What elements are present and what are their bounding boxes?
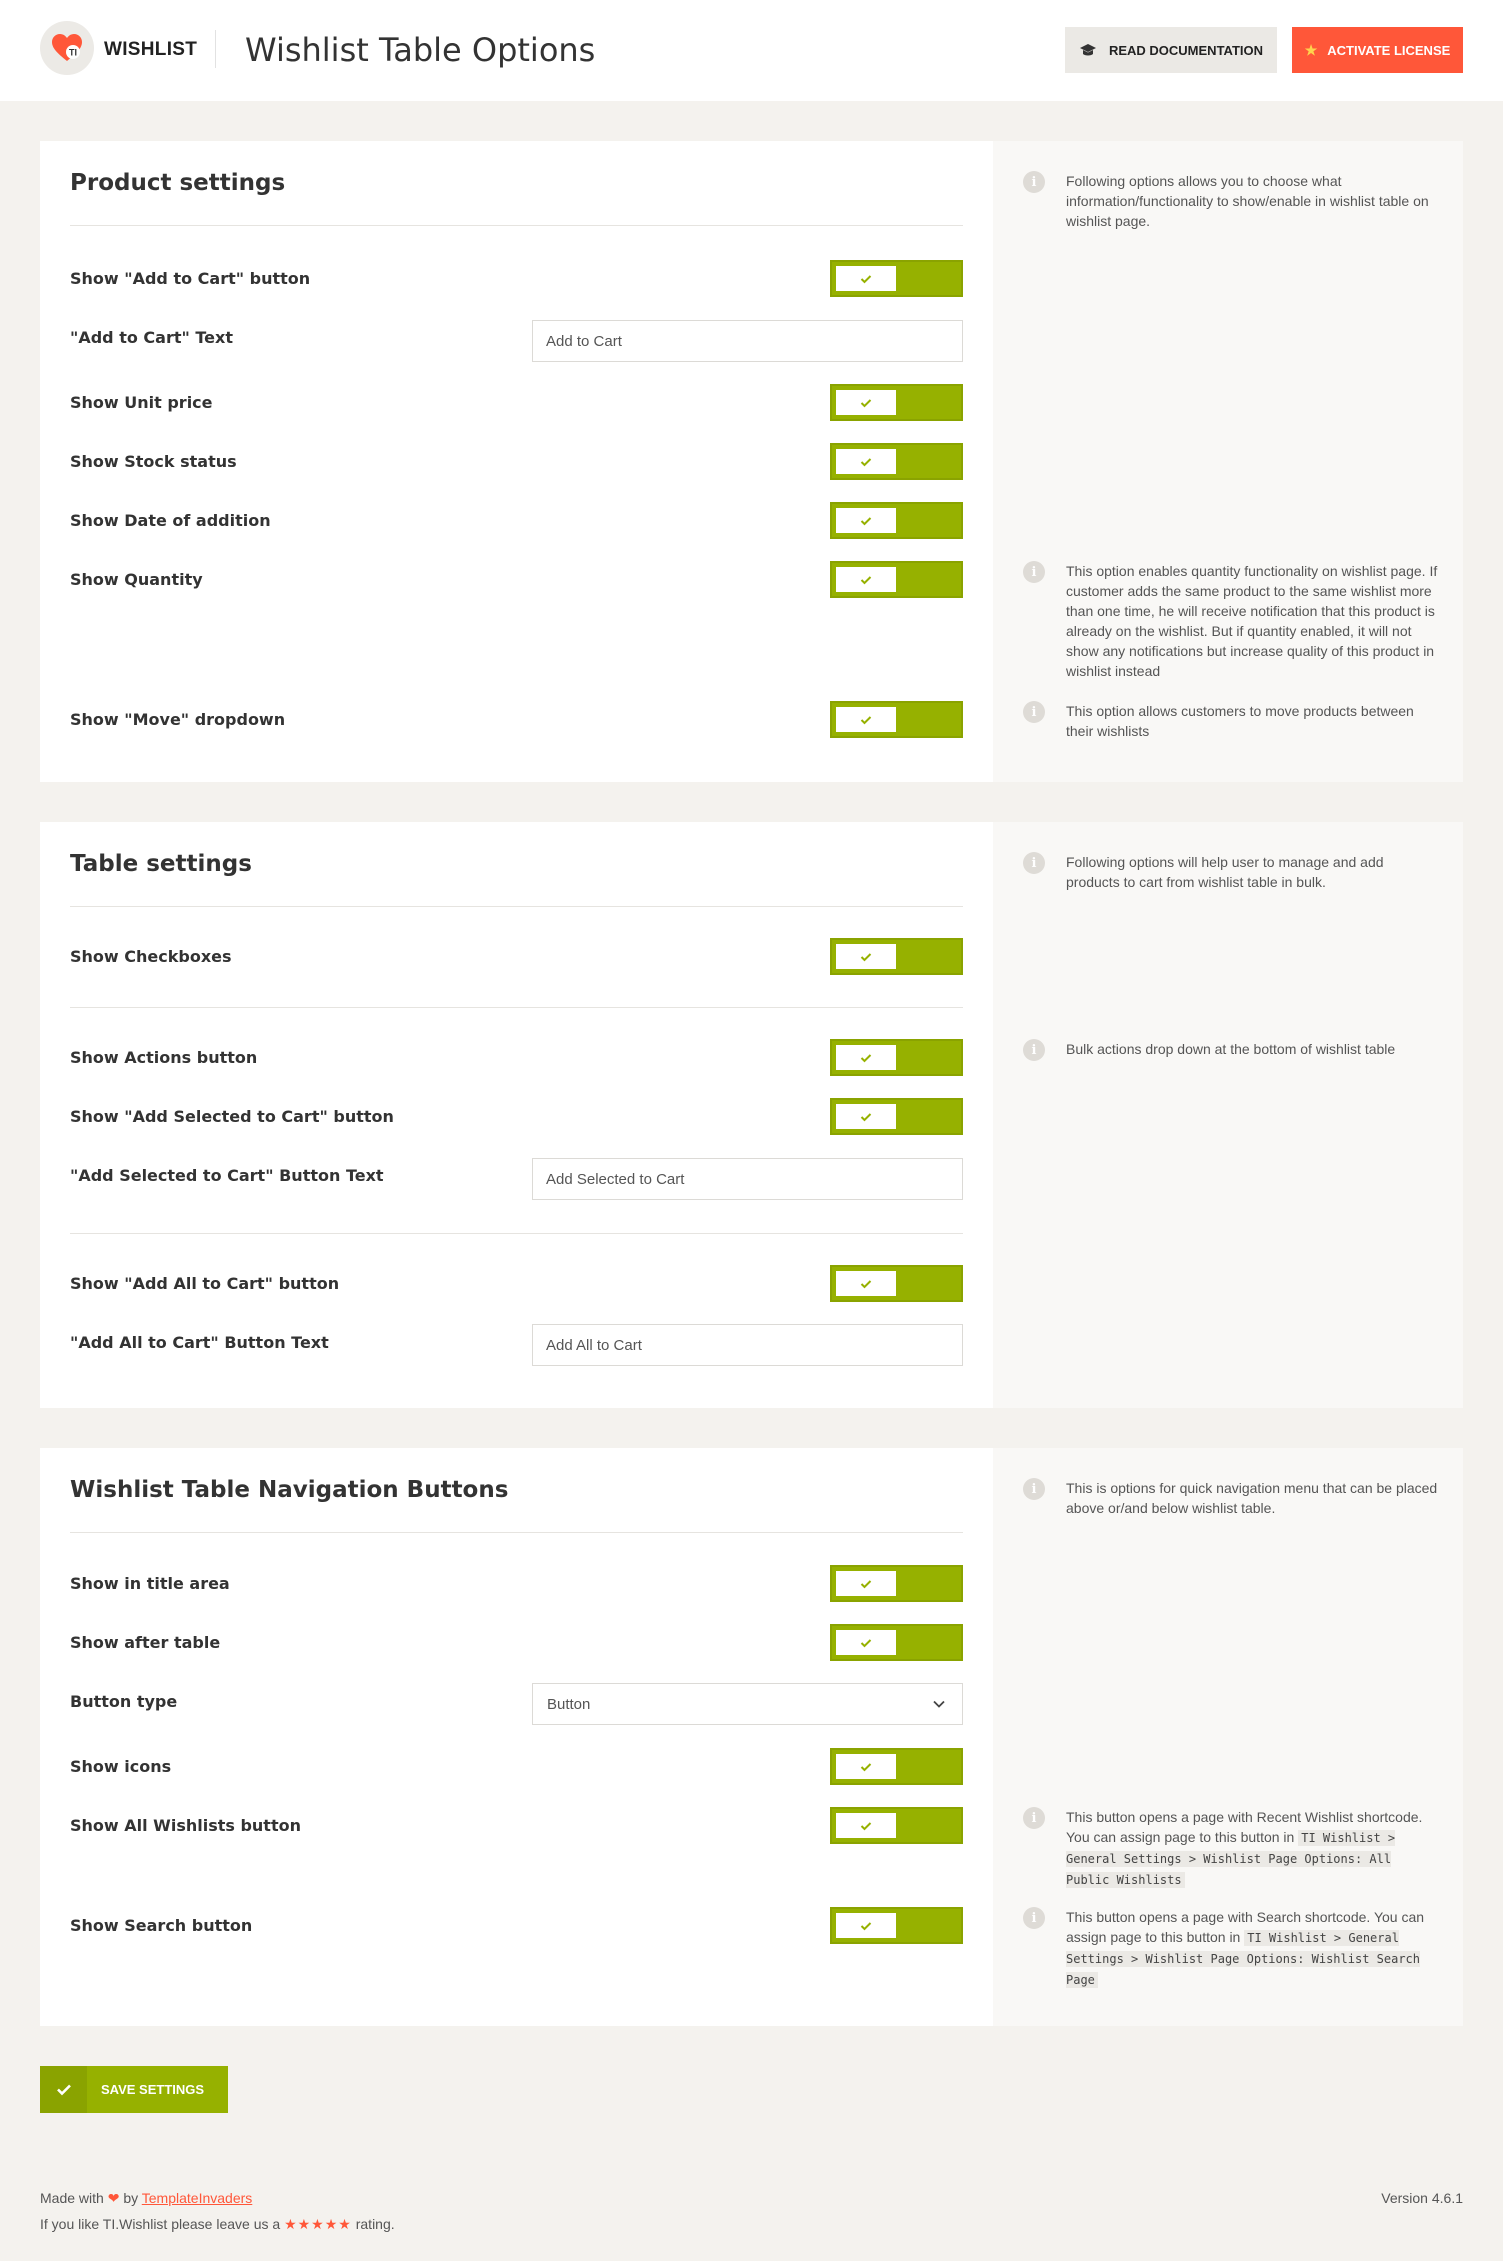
info-icon: i xyxy=(1023,561,1045,583)
graduation-cap-icon xyxy=(1079,43,1097,57)
note-text xyxy=(1066,1907,1441,1990)
show-after-table-label: Show after table xyxy=(70,1633,221,1652)
star-rating-link[interactable]: ★★★★★ xyxy=(284,2216,352,2232)
show-add-all-toggle[interactable] xyxy=(830,1265,963,1302)
show-actions-button-toggle[interactable] xyxy=(830,1039,963,1076)
note-body: This button opens a page with Recent Wishlist shortcode. You can assign page to this button in xyxy=(1066,1809,1423,1845)
show-in-title-area-label: Show in title area xyxy=(70,1574,230,1593)
table-settings-panel xyxy=(40,822,1463,1408)
check-icon xyxy=(836,390,896,415)
footer-rating xyxy=(40,2216,395,2233)
activate-license-button[interactable] xyxy=(1292,27,1463,73)
show-add-selected-toggle[interactable] xyxy=(830,1098,963,1135)
note-text: This is options for quick navigation menu that can be placed above or/and below wishlist table. xyxy=(1066,1480,1438,1516)
check-icon xyxy=(836,1571,896,1596)
add-to-cart-text-label: "Add to Cart" Text xyxy=(70,328,233,347)
section-divider xyxy=(70,1532,963,1533)
save-settings-button[interactable] xyxy=(40,2066,228,2113)
note-text: This option allows customers to move products between their wishlists xyxy=(1066,703,1414,739)
product-settings-title: Product settings xyxy=(70,170,286,196)
add-to-cart-text-input[interactable] xyxy=(532,320,963,362)
check-icon xyxy=(836,1630,896,1655)
rating-suffix: rating. xyxy=(355,2216,395,2232)
info-icon: i xyxy=(1023,1478,1045,1500)
show-search-button-label: Show Search button xyxy=(70,1916,253,1935)
section-divider xyxy=(70,225,963,226)
heart-icon: ❤ xyxy=(107,2190,120,2206)
footer-credits xyxy=(40,2190,252,2207)
chevron-down-icon xyxy=(932,1697,946,1711)
show-add-to-cart-toggle[interactable] xyxy=(830,260,963,297)
note-text xyxy=(1066,1807,1441,1890)
activate-license-label: ACTIVATE LICENSE xyxy=(1327,42,1451,58)
show-stock-status-label: Show Stock status xyxy=(70,452,237,471)
table-settings-title: Table settings xyxy=(70,851,252,877)
rating-prefix: If you like TI.Wishlist please leave us a xyxy=(40,2216,281,2232)
check-icon xyxy=(836,266,896,291)
note-text: Following options will help user to manage and add products to cart from wishlist table in bulk. xyxy=(1066,854,1384,890)
top-header xyxy=(0,0,1503,101)
info-icon: i xyxy=(1023,1907,1045,1929)
check-icon xyxy=(836,1813,896,1838)
version-text: Version 4.6.1 xyxy=(1381,2190,1463,2206)
note-text: This option enables quantity functionality on wishlist page. If customer adds the same product to the same wishlist more than one time, he will receive notification that this product is already on the wishlist. But if quantity enabled, it will not show any notifications but increase quality of this product in wishlist instead xyxy=(1066,563,1438,679)
add-selected-text-label: "Add Selected to Cart" Button Text xyxy=(70,1166,384,1185)
show-checkboxes-toggle[interactable] xyxy=(830,938,963,975)
section-divider xyxy=(70,906,963,907)
show-add-to-cart-label: Show "Add to Cart" button xyxy=(70,269,311,288)
check-icon xyxy=(836,944,896,969)
info-icon: i xyxy=(1023,1807,1045,1829)
check-icon xyxy=(836,1271,896,1296)
note-text: Bulk actions drop down at the bottom of wishlist table xyxy=(1066,1041,1396,1057)
info-icon: i xyxy=(1023,852,1045,874)
header-divider xyxy=(215,30,216,68)
check-icon xyxy=(836,1754,896,1779)
add-all-text-label: "Add All to Cart" Button Text xyxy=(70,1333,329,1352)
svg-text:TI: TI xyxy=(69,47,77,58)
product-settings-aside xyxy=(993,141,1463,782)
show-add-all-label: Show "Add All to Cart" button xyxy=(70,1274,340,1293)
templateinvaders-link[interactable]: TemplateInvaders xyxy=(141,2190,253,2206)
made-with-text: Made with xyxy=(40,2190,104,2206)
check-icon xyxy=(836,707,896,732)
check-icon xyxy=(836,1045,896,1070)
show-all-wishlists-label: Show All Wishlists button xyxy=(70,1816,301,1835)
info-icon: i xyxy=(1023,171,1045,193)
button-type-label: Button type xyxy=(70,1692,178,1711)
star-icon: ★ xyxy=(1304,41,1318,58)
by-text: by xyxy=(123,2190,139,2206)
show-move-dropdown-toggle[interactable] xyxy=(830,701,963,738)
wishlist-logo xyxy=(40,21,94,75)
show-date-of-addition-label: Show Date of addition xyxy=(70,511,271,530)
add-all-text-input[interactable] xyxy=(532,1324,963,1366)
settings-path-code: TI Wishlist > General Settings > Wishlist Page Options: Wishlist Search Page xyxy=(1066,1931,1421,1987)
show-quantity-label: Show Quantity xyxy=(70,570,203,589)
show-quantity-toggle[interactable] xyxy=(830,561,963,598)
show-add-selected-label: Show "Add Selected to Cart" button xyxy=(70,1107,394,1126)
show-actions-button-label: Show Actions button xyxy=(70,1048,258,1067)
note-body: This button opens a page with Search shortcode. You can assign page to this button in xyxy=(1066,1909,1425,1945)
show-after-table-toggle[interactable] xyxy=(830,1624,963,1661)
section-divider xyxy=(70,1007,963,1008)
show-icons-label: Show icons xyxy=(70,1757,172,1776)
check-icon xyxy=(836,449,896,474)
add-selected-text-input[interactable] xyxy=(532,1158,963,1200)
section-divider xyxy=(70,1233,963,1234)
check-icon xyxy=(836,1104,896,1129)
button-type-value: Button xyxy=(547,1695,591,1713)
show-move-dropdown-label: Show "Move" dropdown xyxy=(70,710,286,729)
show-search-button-toggle[interactable] xyxy=(830,1907,963,1944)
heart-logo-icon xyxy=(51,33,83,63)
settings-path-code: TI Wishlist > General Settings > Wishlist Page Options: All Public Wishlists xyxy=(1066,1831,1396,1887)
save-settings-label: SAVE SETTINGS xyxy=(101,2082,205,2097)
read-documentation-label: READ DOCUMENTATION xyxy=(1108,42,1264,58)
show-in-title-area-toggle[interactable] xyxy=(830,1565,963,1602)
brand-name: WISHLIST xyxy=(104,39,198,60)
page-title: Wishlist Table Options xyxy=(245,31,596,69)
check-icon xyxy=(836,1913,896,1938)
product-settings-panel xyxy=(40,141,1463,782)
navigation-buttons-panel xyxy=(40,1448,1463,2026)
info-icon: i xyxy=(1023,701,1045,723)
check-icon xyxy=(40,2066,87,2113)
navigation-buttons-title: Wishlist Table Navigation Buttons xyxy=(70,1477,509,1503)
show-unit-price-label: Show Unit price xyxy=(70,393,213,412)
show-icons-toggle[interactable] xyxy=(830,1748,963,1785)
show-stock-status-toggle[interactable] xyxy=(830,443,963,480)
show-checkboxes-label: Show Checkboxes xyxy=(70,947,232,966)
show-unit-price-toggle[interactable] xyxy=(830,384,963,421)
show-date-of-addition-toggle[interactable] xyxy=(830,502,963,539)
info-icon: i xyxy=(1023,1039,1045,1061)
check-icon xyxy=(836,567,896,592)
show-all-wishlists-toggle[interactable] xyxy=(830,1807,963,1844)
check-icon xyxy=(836,508,896,533)
read-documentation-button[interactable] xyxy=(1065,27,1277,73)
table-settings-aside xyxy=(993,822,1463,1408)
button-type-select[interactable] xyxy=(532,1683,963,1725)
note-text: Following options allows you to choose what information/functionality to show/enable in wishlist table on wishlist page. xyxy=(1066,173,1429,229)
